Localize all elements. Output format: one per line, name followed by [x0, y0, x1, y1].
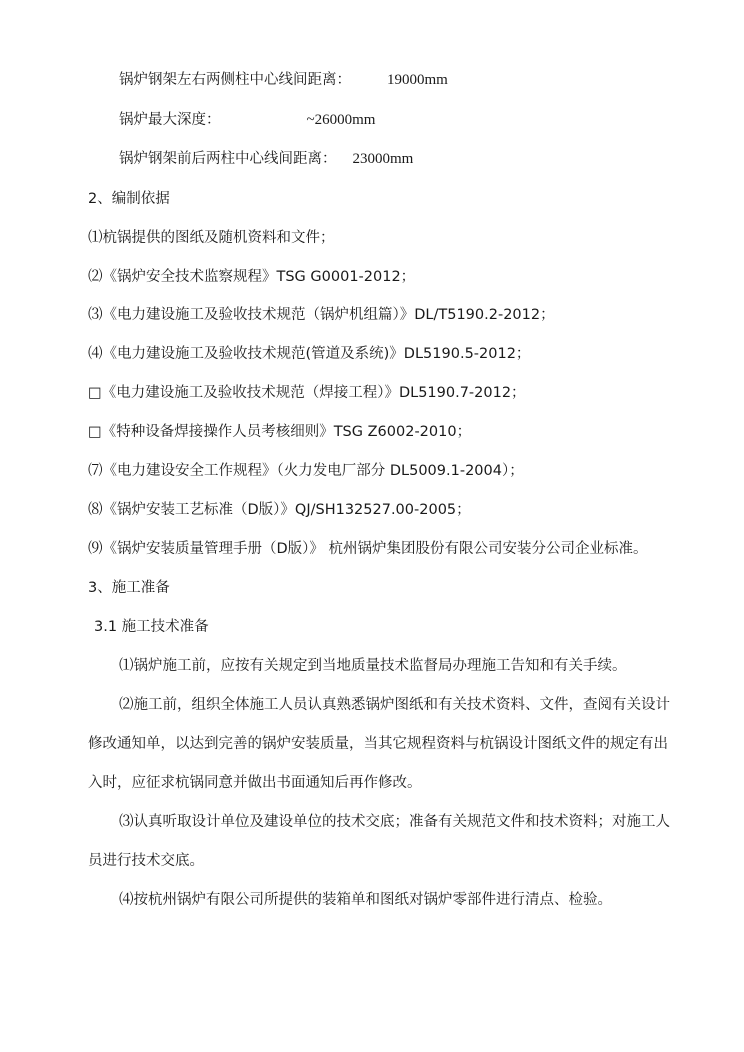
section-2-heading: 2、编制依据 [88, 191, 170, 207]
subsection-3-1-heading: 3.1 施工技术准备 [94, 619, 209, 635]
reference-item: ⑶《电力建设施工及验收技术规范（锅炉机组篇）》DL/T5190.2-2012； [88, 307, 555, 323]
reference-item: □《特种设备焊接操作人员考核细则》TSG Z6002-2010； [88, 424, 472, 440]
reference-item: ⑺《电力建设安全工作规程》（火力发电厂部分 DL5009.1-2004）； [88, 463, 524, 479]
paragraph-2-line-2: 修改通知单，以达到完善的锅炉安装质量，当其它规程资料与杭锅设计图纸文件的规定有出 [88, 736, 668, 752]
paragraph-1: ⑴锅炉施工前，应按有关规定到当地质量技术监督局办理施工告知和有关手续。 [119, 658, 627, 674]
paragraph-2-line-1: ⑵施工前，组织全体施工人员认真熟悉锅炉图纸和有关技术资料、文件，查阅有关设计 [119, 697, 670, 713]
reference-item: □《电力建设施工及验收技术规范（焊接工程）》DL5190.7-2012； [88, 385, 526, 401]
reference-item: ⑵《锅炉安全技术监察规程》TSG G0001-2012； [88, 269, 416, 285]
section-3-heading: 3、施工准备 [88, 580, 170, 596]
reference-item: ⑻《锅炉安装工艺标准（D版）》QJ/SH132527.00-2005； [88, 502, 471, 518]
spec-label: 锅炉钢架前后两柱中心线间距离： [119, 151, 337, 167]
paragraph-3-line-1: ⑶认真听取设计单位及建设单位的技术交底；准备有关规范文件和技术资料；对施工人 [119, 814, 670, 830]
spec-column-spacing [119, 70, 448, 90]
paragraph-3-line-2: 员进行技术交底。 [88, 853, 204, 869]
spec-label: 锅炉钢架左右两侧柱中心线间距离： [119, 72, 351, 88]
paragraph-4: ⑷按杭州锅炉有限公司所提供的装箱单和图纸对锅炉零部件进行清点、检验。 [119, 892, 612, 908]
paragraph-2-line-3: 入时，应征求杭锅同意并做出书面通知后再作修改。 [88, 775, 422, 791]
reference-item: ⑷《电力建设施工及验收技术规范(管道及系统)》DL5190.5-2012； [88, 346, 531, 362]
spec-value: 19000mm [387, 72, 448, 88]
spec-value: ~26000mm [306, 112, 376, 128]
reference-item: ⑴杭锅提供的图纸及随机资料和文件； [88, 230, 335, 246]
spec-label: 锅炉最大深度： [119, 112, 221, 128]
reference-item: ⑼《锅炉安装质量管理手册（D版）》 杭州锅炉集团股份有限公司安装分公司企业标准。 [88, 541, 648, 557]
spec-front-back-spacing [119, 149, 413, 169]
spec-max-depth [119, 110, 375, 130]
spec-value: 23000mm [352, 151, 414, 167]
